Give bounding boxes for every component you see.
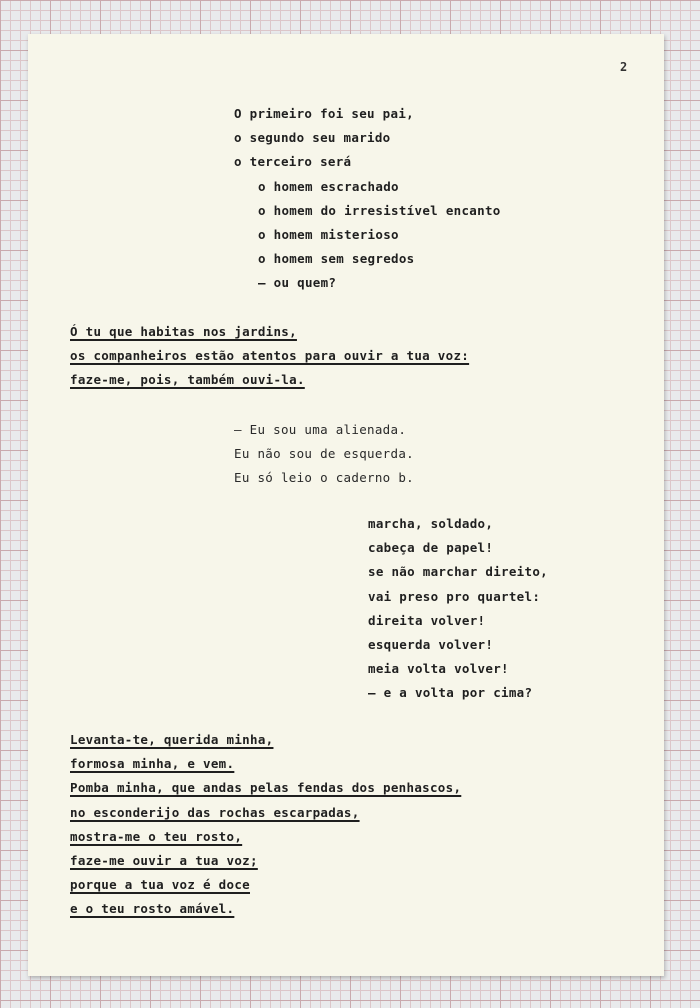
poem-line: no esconderijo das rochas escarpadas, [70, 804, 360, 820]
poem-line: o homem do irresistível encanto [258, 202, 501, 218]
poem-line: — e a volta por cima? [368, 685, 533, 701]
poem-line: Pomba minha, que andas pelas fendas dos penhascos, [70, 780, 462, 796]
poem-line: o segundo seu marido [234, 130, 391, 146]
poem-line: Eu não sou de esquerda. [234, 446, 414, 462]
poem-line: o homem sem segredos [258, 251, 415, 267]
poem-line: Levanta-te, querida minha, [70, 732, 274, 747]
poem-line: meia volta volver! [368, 661, 509, 677]
poem-line: os companheiros estão atentos para ouvir a tua voz: [70, 348, 470, 364]
poem-line: direita volver! [368, 612, 486, 628]
stanza-alienated [234, 418, 414, 491]
poem-line: vai preso pro quartel: [368, 588, 541, 604]
stanza-march-soldier [368, 512, 548, 706]
poem-line: cabeça de papel! [368, 540, 494, 556]
poem-line: Ó tu que habitas nos jardins, [70, 324, 297, 339]
poem-line: — Eu sou uma alienada. [234, 422, 407, 437]
poem-line: O primeiro foi seu pai, [234, 106, 414, 121]
poem-line: mostra-me o teu rosto, [70, 828, 243, 844]
poem-line: o terceiro será [234, 154, 352, 170]
poem-line: marcha, soldado, [368, 516, 494, 531]
poem-line: faze-me, pois, também ouvi-la. [70, 372, 305, 388]
poem-line: — ou quem? [258, 275, 337, 291]
stanza-arise-underlined [70, 728, 461, 922]
poem-line: porque a tua voz é doce [70, 877, 250, 893]
poem-line: o homem misterioso [258, 227, 399, 243]
poem-line: o homem escrachado [258, 178, 399, 194]
poem-line: faze-me ouvir a tua voz; [70, 853, 258, 869]
poem-line: formosa minha, e vem. [70, 756, 235, 772]
poem-line: esquerda volver! [368, 637, 494, 653]
page-number: 2 [620, 60, 628, 74]
poem-line: se não marchar direito, [368, 564, 548, 580]
poem-line: Eu só leio o caderno b. [234, 470, 414, 486]
stanza-gardens-underlined [70, 320, 469, 393]
poem-line: e o teu rosto amável. [70, 901, 235, 917]
stanza-first-husbands [234, 102, 501, 296]
